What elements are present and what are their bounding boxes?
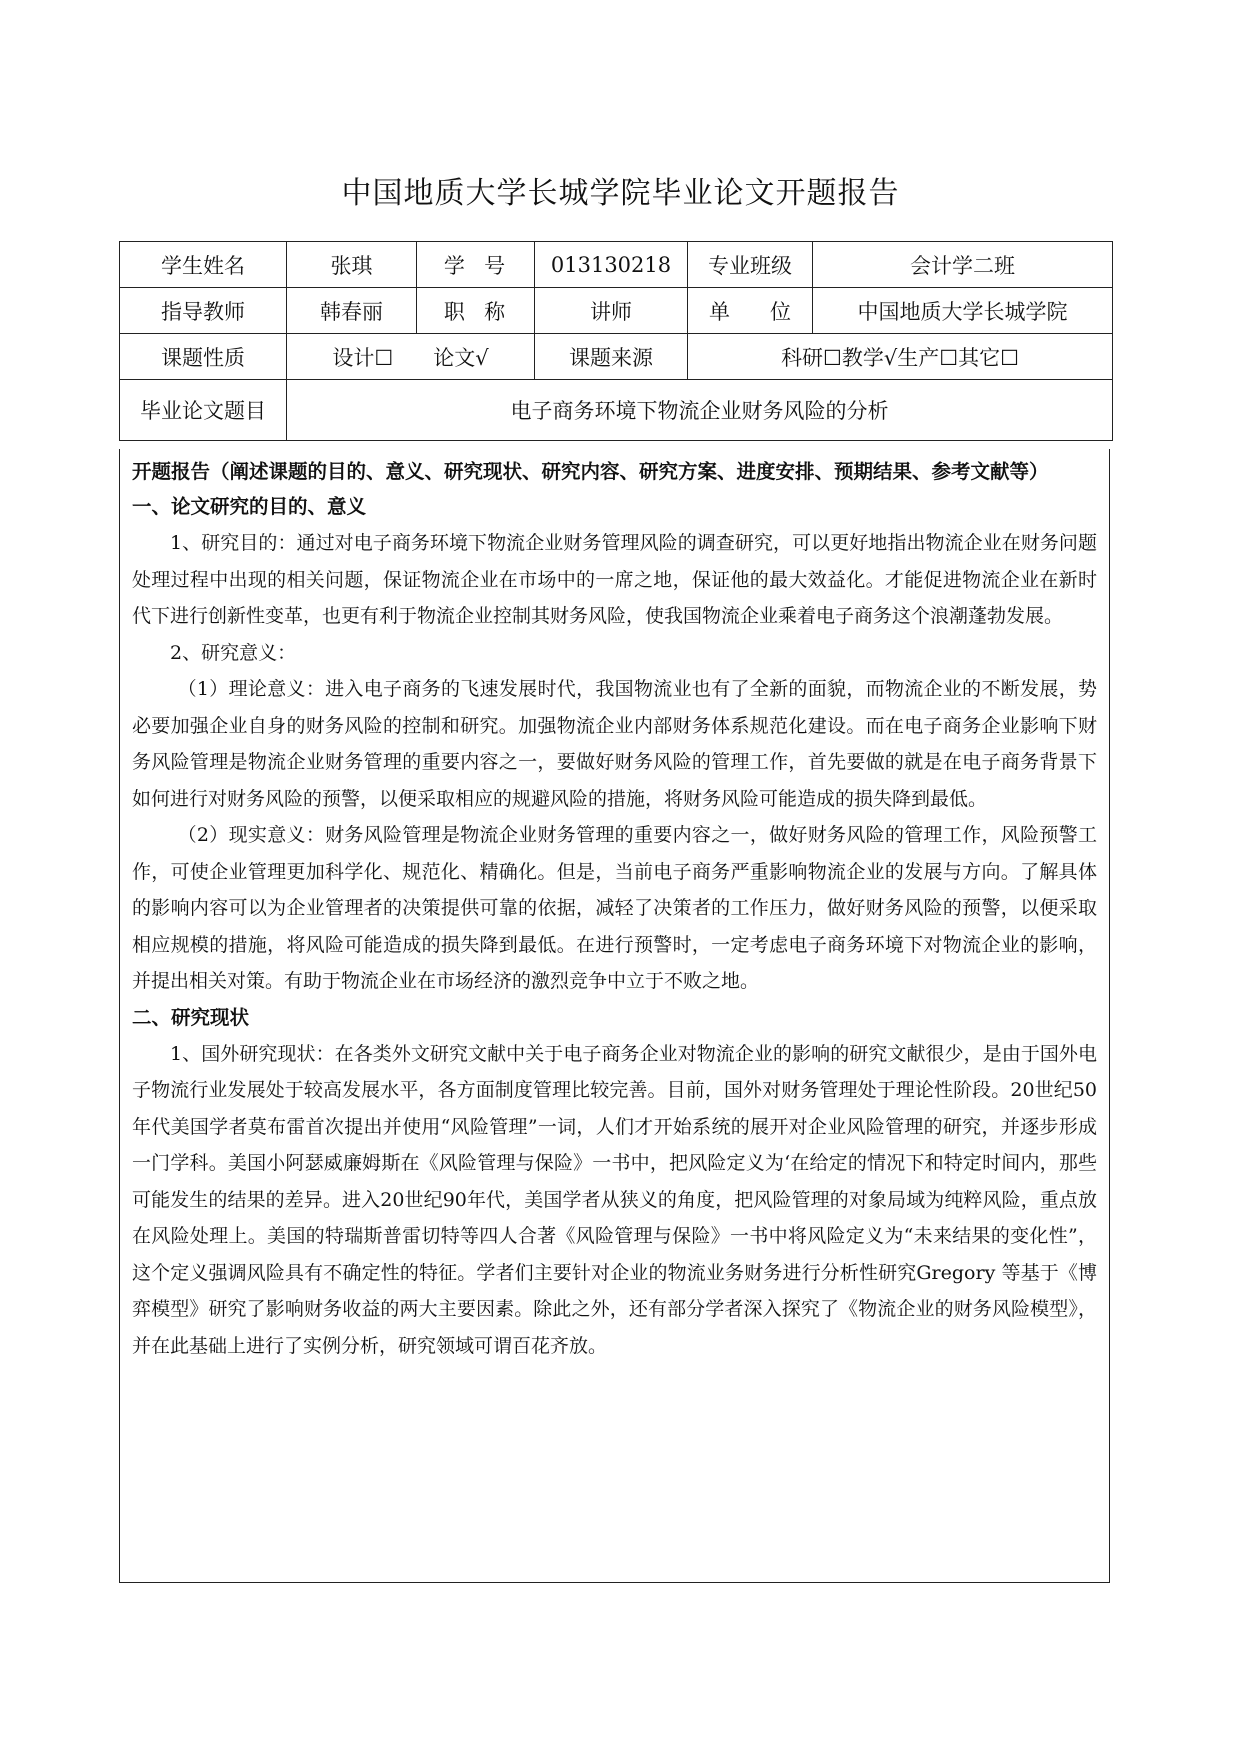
class-value: 会计学二班 [813,242,1113,288]
info-row-advisor [120,288,1113,334]
source-label: 课题来源 [535,334,688,380]
rank-label: 职 称 [417,288,535,334]
unit-label: 单 位 [688,288,813,334]
rank-value: 讲师 [535,288,688,334]
paragraph-research-purpose: 1、研究目的：通过对电子商务环境下物流企业财务管理风险的调查研究，可以更好地指出物流企业在财务问题处理过程中出现的相关问题，保证物流企业在市场中的一席之地，保证他的最大效益化。才能促进物流企业在新时代下进行创新性变革，也更有利于物流企业控制其财务风险，使我国物流企业乘着电子商务这个浪潮蓬勃发展。 [132,532,1097,627]
advisor-value: 韩春丽 [287,288,417,334]
thesis-title-label: 毕业论文题目 [120,380,287,441]
nature-label: 课题性质 [120,334,287,380]
paragraph-research-significance-title: 2、研究意义： [170,641,297,664]
thesis-title-value: 电子商务环境下物流企业财务风险的分析 [287,380,1113,441]
info-row-thesis-title [120,380,1113,441]
report-heading: 开题报告（阐述课题的目的、意义、研究现状、研究内容、研究方案、进度安排、预期结果、参考文献等） [132,460,1049,483]
section-purpose-title: 一、论文研究的目的、意义 [132,495,367,518]
info-row-nature [120,334,1113,380]
student-id-label: 学 号 [417,242,535,288]
student-name-value: 张琪 [287,242,417,288]
class-label: 专业班级 [688,242,813,288]
paragraph-foreign-research: 1、国外研究现状：在各类外文研究文献中关于电子商务企业对物流企业的影响的研究文献很少，是由于国外电子物流行业发展处于较高发展水平，各方面制度管理比较完善。目前，国外对财务管理处于理论性阶段。20世纪50年代美国学者莫布雷首次提出并使用“风险管理”一词，人们才开始系统的展开对企业风险管理的研究，并逐步形成一门学科。美国小阿瑟威廉姆斯在《风险管理与保险》一书中，把风险定义为‘在给定的情况下和特定时间内，那些可能发生的结果的差异。进入20世纪90年代，美国学者从狭义的角度，把风险管理的对象局域为纯粹风险，重点放在风险处理上。美国的特瑞斯普雷切特等四人合著《风险管理与保险》一书中将风险定义为“未来结果的变化性”，这个定义强调风险具有不确定性的特征。学者们主要针对企业的物流业务财务进行分析性研究Gregory 等基于《博弈模型》研究了影响财务收益的两大主要因素。除此之外，还有部分学者深入探究了《物流企业的财务风险模型》，并在此基础上进行了实例分析，研究领域可谓百花齐放。 [132,1042,1097,1357]
section-status-title: 二、研究现状 [132,1005,250,1029]
info-table [119,241,1113,441]
paragraph-theoretical-significance: （1）理论意义：进入电子商务的飞速发展时代，我国物流业也有了全新的面貌，而物流企业的不断发展，势必要加强企业自身的财务风险的控制和研究。加强物流企业内部财务体系规范化建设。而在电子商务企业影响下财务风险管理是物流企业财务管理的重要内容之一，要做好财务风险的管理工作，首先要做的就是在电子商务背景下如何进行对财务风险的预警，以便采取相应的规避风险的措施，将财务风险可能造成的损失降到最低。 [132,678,1097,810]
page-title: 中国地质大学长城学院毕业论文开题报告 [341,176,900,211]
student-id-value: 013130218 [535,242,688,288]
source-value: 科研☐教学√生产☐其它☐ [688,334,1113,380]
paragraph-practical-significance: （2）现实意义：财务风险管理是物流企业财务管理的重要内容之一，做好财务风险的管理工作，风险预警工作，可使企业管理更加科学化、规范化、精确化。但是，当前电子商务严重影响物流企业的发展与方向。了解具体的影响内容可以为企业管理者的决策提供可靠的依据，减轻了决策者的工作压力，做好财务风险的预警，以便采取相应规模的措施，将风险可能造成的损失降到最低。在进行预警时，一定考虑电子商务环境下对物流企业的影响，并提出相关对策。有助于物流企业在市场经济的激烈竞争中立于不败之地。 [132,824,1097,992]
unit-value: 中国地质大学长城学院 [813,288,1113,334]
report-body [119,449,1110,1583]
nature-value: 设计☐ 论文√ [287,334,535,380]
info-row-student [120,242,1113,288]
advisor-label: 指导教师 [120,288,287,334]
student-name-label: 学生姓名 [120,242,287,288]
